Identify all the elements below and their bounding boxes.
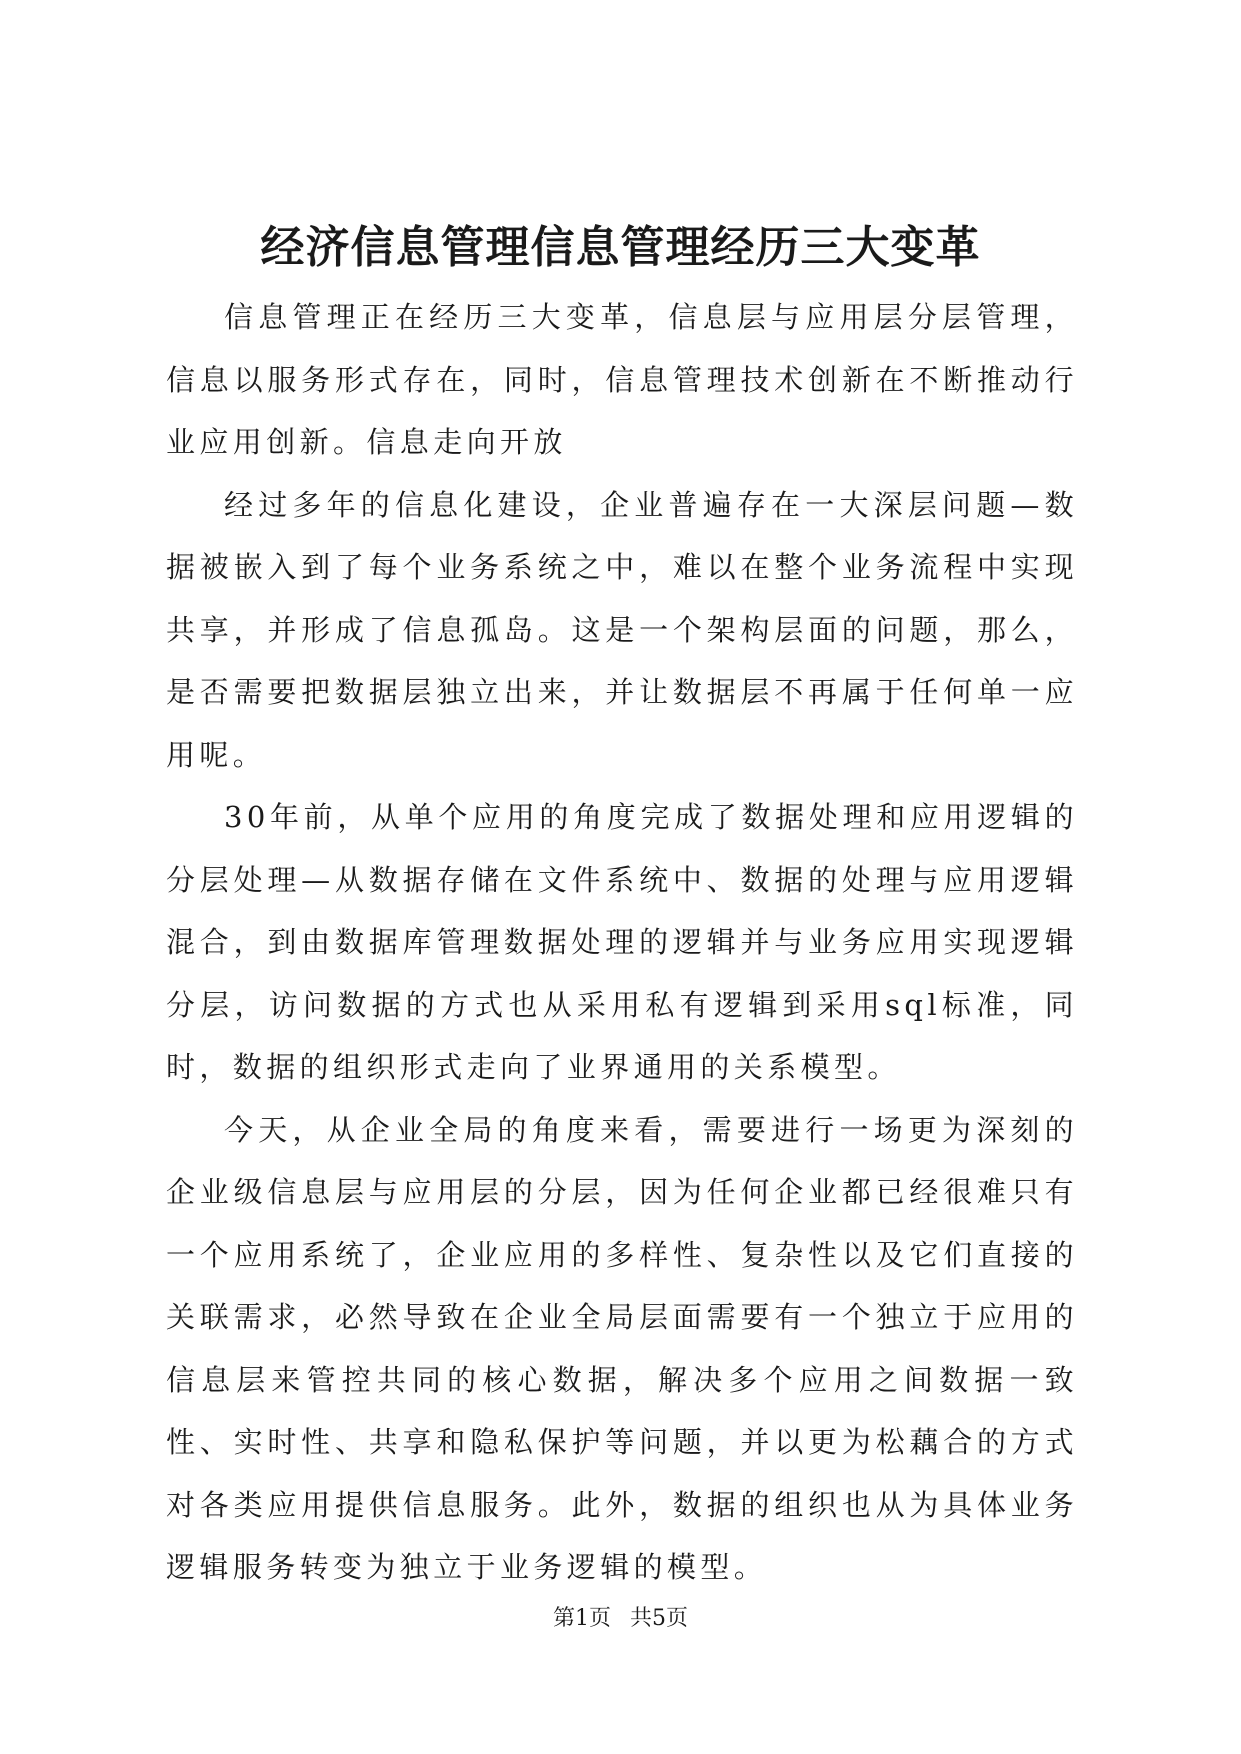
page-number: 第1页: [553, 1606, 611, 1631]
page-total: 共5页: [630, 1606, 688, 1631]
document-body: [166, 286, 1078, 1599]
paragraph-2: 经过多年的信息化建设，企业普遍存在一大深层问题—数据被嵌入到了每个业务系统之中，难以在整个业务流程中实现共享，并形成了信息孤岛。这是一个架构层面的问题，那么，是否需要把数据层独立出来，并让数据层不再属于任何单一应用呢。: [166, 487, 1078, 772]
paragraph-4: 今天，从企业全局的角度来看，需要进行一场更为深刻的企业级信息层与应用层的分层，因为任何企业都已经很难只有一个应用系统了，企业应用的多样性、复杂性以及它们直接的关联需求，必然导致在企业全局层面需要有一个独立于应用的信息层来管控共同的核心数据，解决多个应用之间数据一致性、实时性、共享和隐私保护等问题，并以更为松藕合的方式对各类应用提供信息服务。此外，数据的组织也从为具体业务逻辑服务转变为独立于业务逻辑的模型。: [166, 1112, 1078, 1584]
paragraph-1: 信息管理正在经历三大变革，信息层与应用层分层管理，信息以服务形式存在，同时，信息管理技术创新在不断推动行业应用创新。信息走向开放: [166, 300, 1078, 459]
document-title: 经济信息管理信息管理经历三大变革: [260, 222, 981, 273]
paragraph-3: 30年前，从单个应用的角度完成了数据处理和应用逻辑的分层处理—从数据存储在文件系统中、数据的处理与应用逻辑混合，到由数据库管理数据处理的逻辑并与业务应用实现逻辑分层，访问数据的方式也从采用私有逻辑到采用sql标准，同时，数据的组织形式走向了业界通用的关系模型。: [166, 800, 1078, 1084]
page-footer: [0, 1604, 1241, 1634]
